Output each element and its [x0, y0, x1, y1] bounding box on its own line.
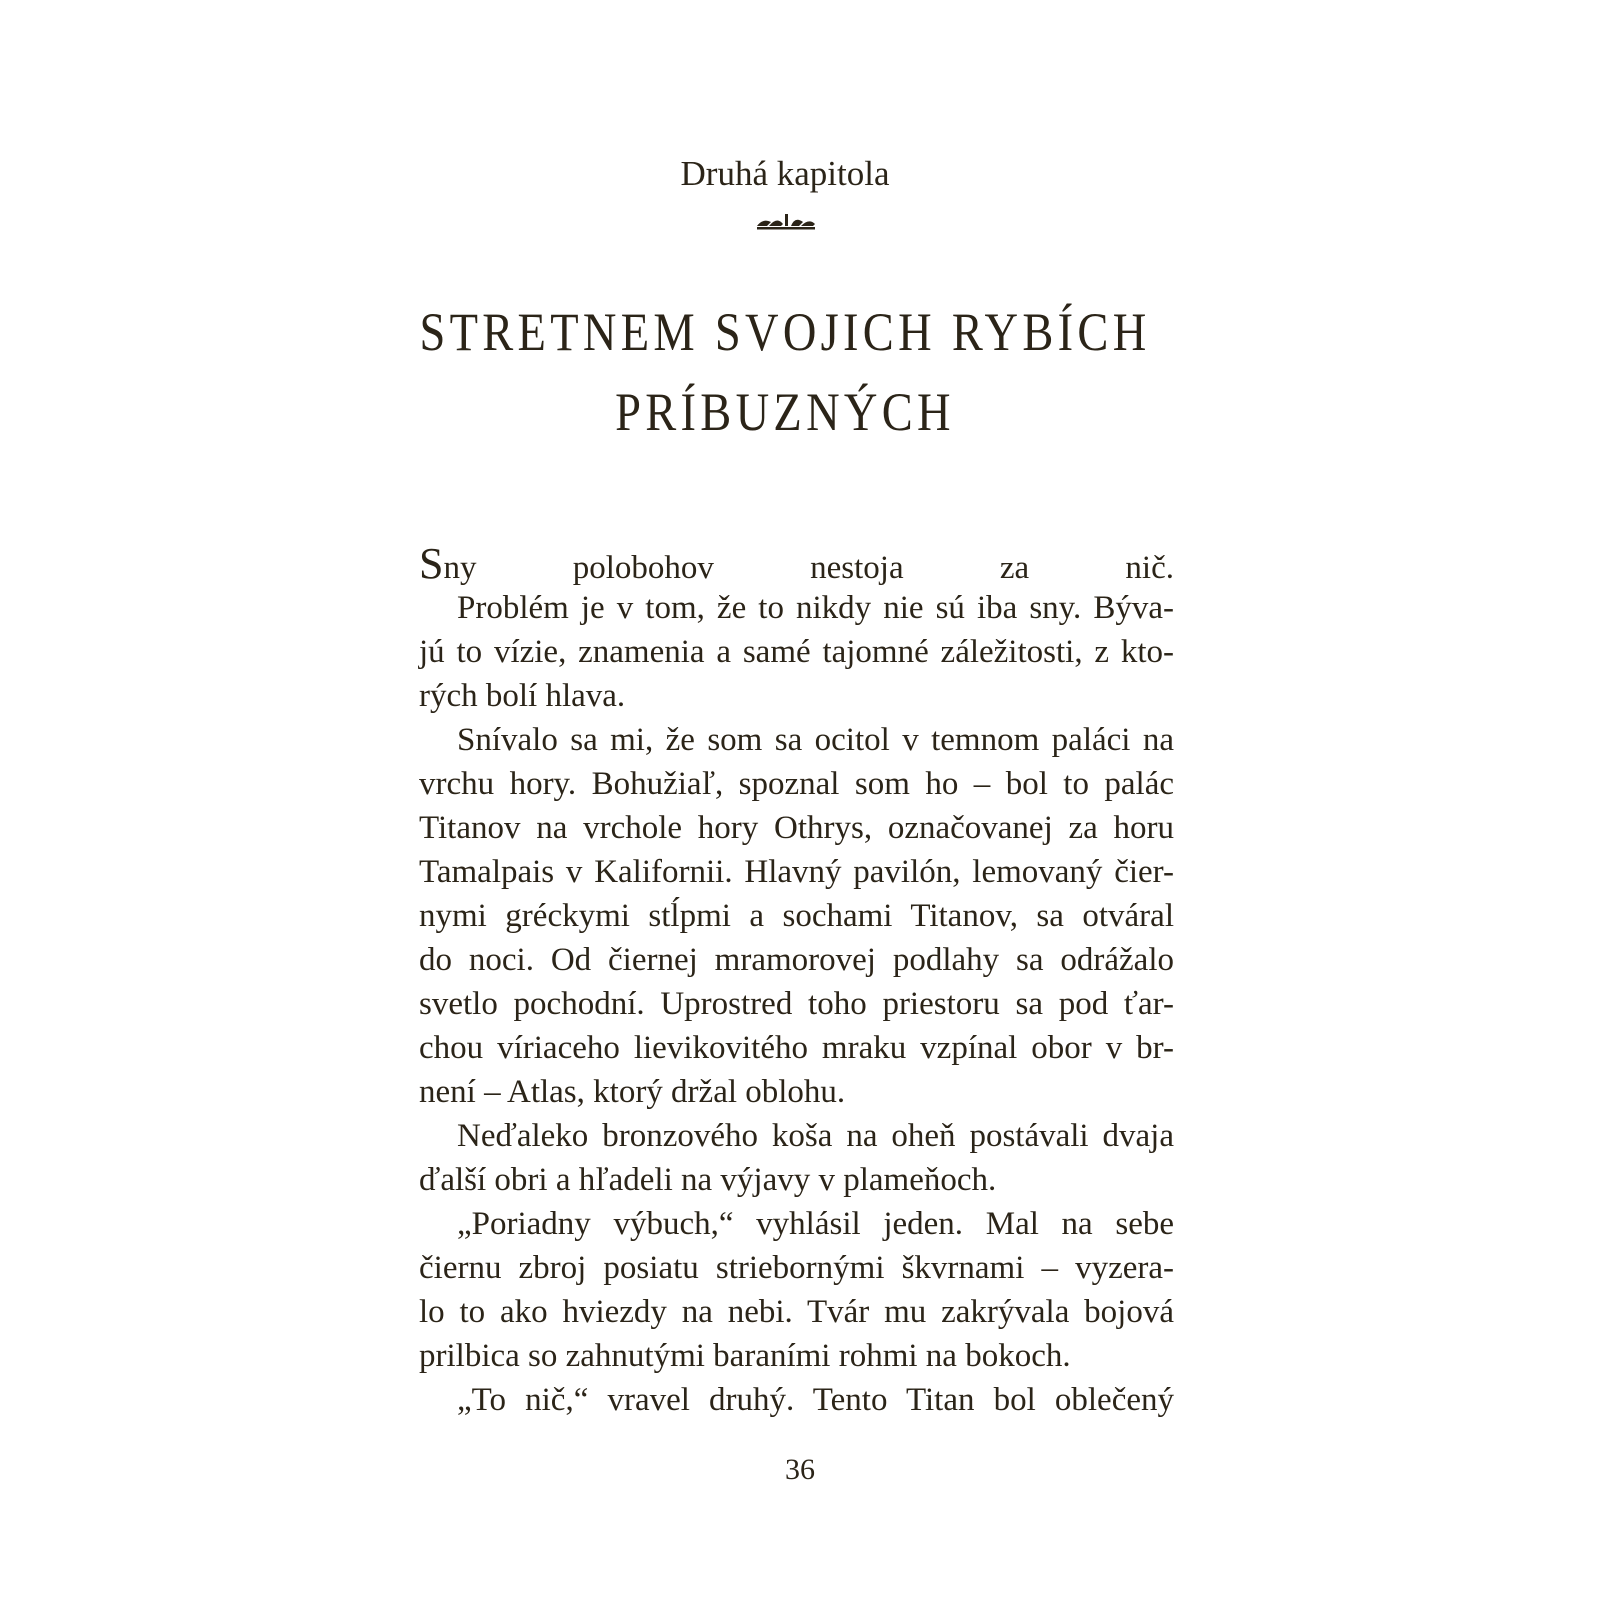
chapter-title-line: PRÍBUZNÝCH — [615, 382, 955, 442]
dropcap: S — [419, 539, 444, 588]
chapter-label: Druhá kapitola — [680, 154, 890, 193]
text-line: Neďaleko bronzového koša na oheň postávali dvaja — [457, 1118, 1174, 1154]
text-line: chou víriaceho lievikovitého mraku vzpínal obor v br- — [419, 1030, 1174, 1066]
text-line: Sny polobohov nestoja za nič. — [419, 539, 1174, 588]
text-line: „To nič,“ vravel druhý. Tento Titan bol oblečený — [457, 1382, 1174, 1418]
text-line: lo to ako hviezdy na nebi. Tvár mu zakrývala bojová — [419, 1294, 1174, 1330]
text-line: není – Atlas, ktorý držal oblohu. — [419, 1074, 846, 1110]
chapter-title — [110, 292, 1460, 452]
text-line: čiernu zbroj posiatu striebornými škvrnami – vyzera- — [419, 1250, 1174, 1286]
page-number: 36 — [785, 1453, 815, 1486]
text-line: nymi gréckymi stĺpmi a sochami Titanov, sa otváral — [419, 898, 1174, 934]
body-text — [419, 539, 1174, 1422]
text-line: do noci. Od čiernej mramorovej podlahy sa odrážalo — [419, 942, 1174, 978]
text-line: Tamalpais v Kalifornii. Hlavný pavilón, lemovaný čier- — [419, 854, 1174, 890]
text-line: svetlo pochodní. Uprostred toho priestoru sa pod ťar- — [419, 986, 1174, 1022]
text-line: „Poriadny výbuch,“ vyhlásil jeden. Mal na sebe — [457, 1206, 1174, 1242]
text-line: Snívalo sa mi, že som sa ocitol v temnom paláci na — [457, 722, 1174, 758]
text-line: vrchu hory. Bohužiaľ, spoznal som ho – bol to palác — [419, 766, 1174, 802]
text-line: prilbica so zahnutými baraními rohmi na bokoch. — [419, 1338, 1071, 1374]
text-line: Titanov na vrchole hory Othrys, označovanej za horu — [419, 810, 1174, 846]
chapter-title-line: STRETNEM SVOJICH RYBÍCH — [419, 302, 1151, 362]
text-line: rých bolí hlava. — [419, 678, 626, 714]
ornament-icon — [755, 210, 817, 232]
text-line: ďalší obri a hľadeli na výjavy v plameňoch. — [419, 1162, 997, 1198]
text-line: Problém je v tom, že to nikdy nie sú iba sny. Býva- — [457, 590, 1174, 626]
text-line: jú to vízie, znamenia a samé tajomné záležitosti, z kto- — [419, 634, 1174, 670]
